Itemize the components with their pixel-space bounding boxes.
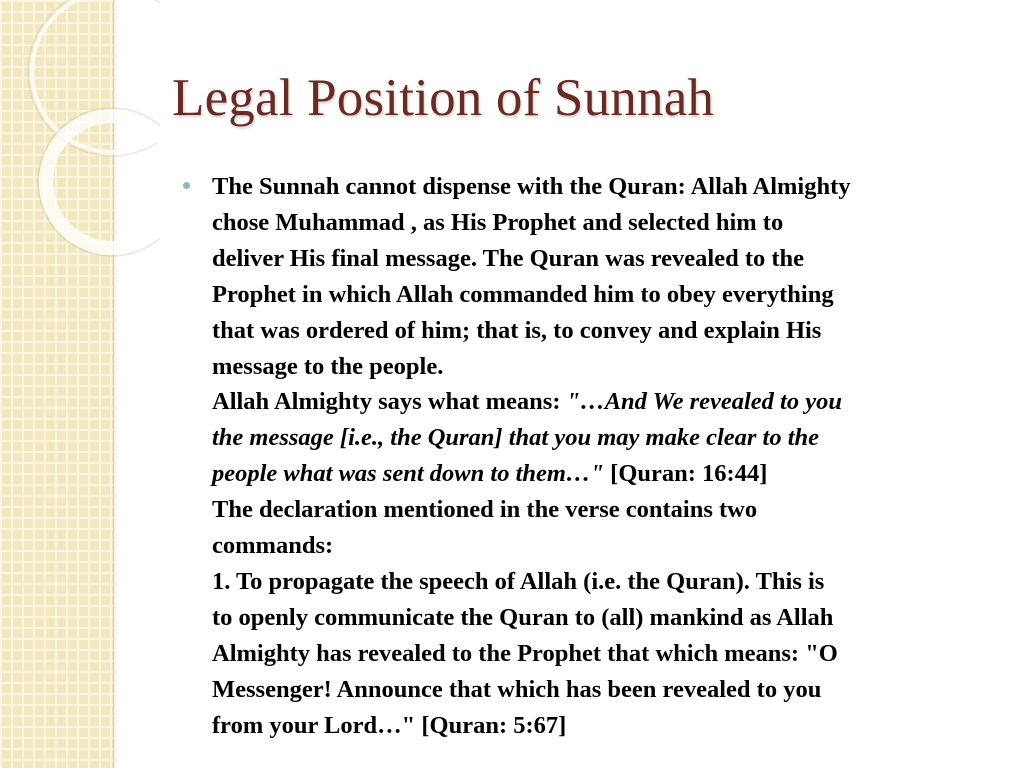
body-line: deliver His final message. The Quran was revealed to the [212,244,805,272]
body-line: to openly communicate the Quran to (all) mankind as Allah [212,603,834,631]
decorative-circles-icon [0,0,160,300]
quote-line [212,420,1002,456]
body-line: Prophet in which Allah commanded him to obey everything [212,280,834,308]
quote-text: the message [i.e., the Quran] that you may make clear to the [212,424,820,452]
body-line: from your Lord…" [Quran: 5:67] [212,711,567,739]
body-line: commands: [212,532,334,560]
body-line: The Sunnah cannot dispense with the Quran: Allah Almighty [212,173,851,200]
body-line: message to the people. [212,352,444,380]
quote-text: "…And We revealed to you [566,388,842,416]
bullet-body-text [212,169,1002,744]
quote-intro: Allah Almighty says what means: [212,388,567,416]
quote-line [212,384,1002,420]
quote-text: people what was sent down to them…" [212,460,605,488]
bullet-marker [183,182,190,189]
body-line: Messenger! Announce that which has been revealed to you [212,675,822,703]
body-line: The declaration mentioned in the verse contains two [212,496,758,524]
body-line: Almighty has revealed to the Prophet that which means: "O [212,639,838,667]
quote-line [212,456,1002,492]
body-line: 1. To propagate the speech of Allah (i.e. the Quran). This is [212,567,825,595]
body-line: chose Muhammad , as His Prophet and selected him to [212,208,784,236]
body-line: that was ordered of him; that is, to convey and explain His [212,316,822,344]
slide-title: Legal Position of Sunnah [172,69,715,127]
quote-reference: [Quran: 16:44] [604,460,768,488]
